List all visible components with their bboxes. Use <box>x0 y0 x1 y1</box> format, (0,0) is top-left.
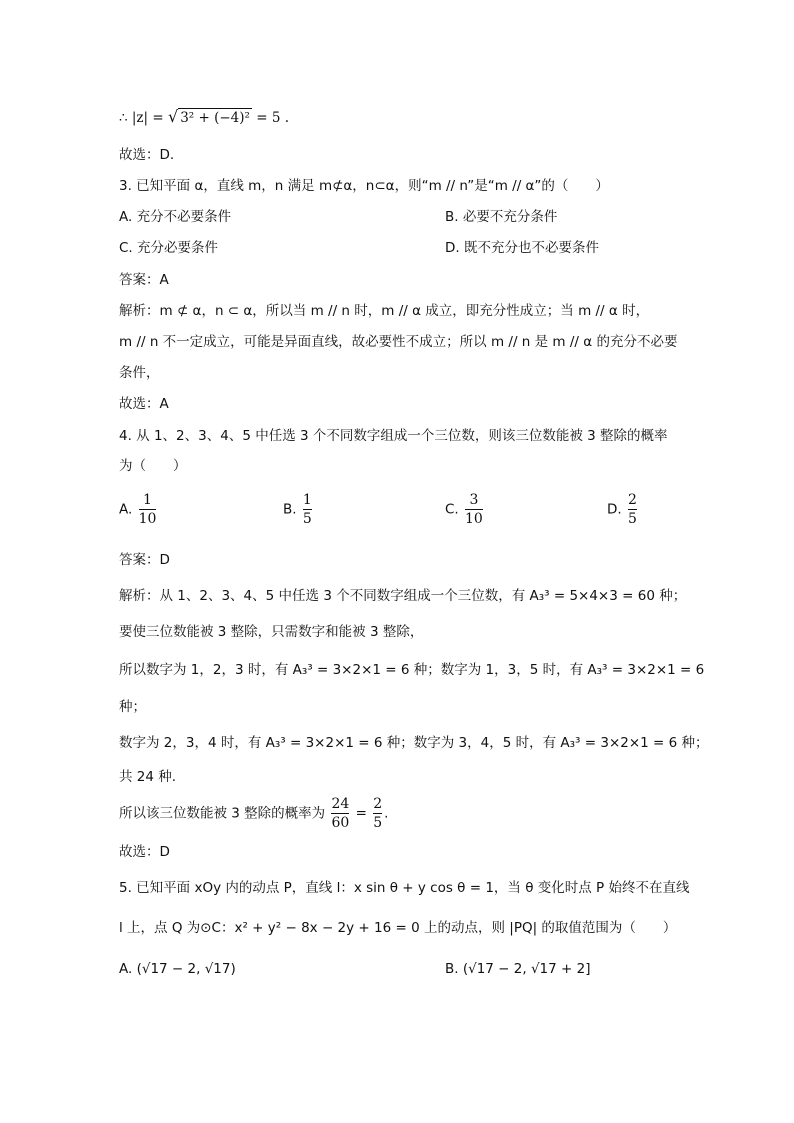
q4-explanation-line-3: 所以数字为 1，2，3 时，有 A₃³ = 3×2×1 = 6 种；数字为 1，3，5 时，有 A₃³ = 3×2×1 = 6 <box>119 662 705 678</box>
q4-option-c <box>445 492 485 527</box>
q3-explanation-line-1: 解析：m ⊄ α，n ⊂ α，所以当 m // n 时，m // α 成立，即充分性成立；当 m // α 时， <box>119 303 650 319</box>
q4-prob-numerator-2: 2 <box>373 796 383 812</box>
q4-prob-equals: = <box>351 805 372 822</box>
q4-answer: 答案：D <box>119 552 170 568</box>
q5-option-b: B. (√17 − 2, √17 + 2] <box>445 961 591 977</box>
q3-option-d: D. 既不充分也不必要条件 <box>445 240 599 256</box>
q4-b-numerator: 1 <box>302 492 312 508</box>
q3-answer: 答案：A <box>119 272 169 288</box>
q4-a-denominator: 10 <box>138 511 157 527</box>
q4-d-numerator: 2 <box>627 492 637 508</box>
q4-explanation-line-1: 解析：从 1、2、3、4、5 中任选 3 个不同数字组成一个三位数，有 A₃³ = 5×4×3 = 60 种； <box>119 588 687 604</box>
q4-explanation-line-5: 数字为 2，3，4 时，有 A₃³ = 3×2×1 = 6 种；数字为 3，4，5 时，有 A₃³ = 3×2×1 = 6 种； <box>119 735 709 751</box>
q4-option-d-label: D. <box>607 501 622 518</box>
q4-option-a-label: A. <box>119 501 133 518</box>
modulus-radicand: 3² + (−4)² <box>180 110 250 126</box>
q4-prob-denominator-1: 60 <box>331 815 350 831</box>
q4-stem-line-1: 4. 从 1、2、3、4、5 中任选 3 个不同数字组成一个三位数，则该三位数能被 3 整除的概率 <box>119 428 668 444</box>
modulus-prefix: ∴ |z| = <box>119 110 168 126</box>
q4-option-b-fraction <box>303 492 312 527</box>
q4-option-d-fraction <box>628 492 637 527</box>
q4-option-a-fraction <box>139 492 157 527</box>
q3-explanation-line-2: m // n 不一定成立，可能是异面直线，故必要性不成立；所以 m // n 是 m // α 的充分不必要 <box>119 334 678 350</box>
q4-prob-period: . <box>384 805 389 822</box>
q3-explanation-line-3: 条件， <box>119 365 160 381</box>
previous-answer-choice: 故选：D. <box>119 147 175 163</box>
q4-b-denominator: 5 <box>302 511 312 527</box>
q5-option-a: A. (√17 − 2, √17) <box>119 961 236 977</box>
q4-c-denominator: 10 <box>465 511 483 527</box>
q4-prob-denominator-2: 5 <box>373 815 383 831</box>
q4-option-b <box>283 492 314 527</box>
q4-option-c-label: C. <box>445 501 459 518</box>
modulus-result-line: ∴ |z| = √ 3² + (−4)² = 5 . <box>119 107 290 126</box>
q4-c-numerator: 3 <box>469 492 479 508</box>
q3-option-a: A. 充分不必要条件 <box>119 209 232 225</box>
q4-d-denominator: 5 <box>627 511 637 527</box>
q5-stem-line-2: l 上，点 Q 为⊙C：x² + y² − 8x − 2y + 16 = 0 上的动点，则 |PQ| 的取值范围为（ ） <box>119 920 677 936</box>
q5-stem-line-1: 5. 已知平面 xOy 内的动点 P，直线 l：x sin θ + y cos θ = 1，当 θ 变化时点 P 始终不在直线 <box>119 880 690 896</box>
q4-stem-line-2: 为（ ） <box>119 458 187 474</box>
q4-probability-fraction-2 <box>373 796 382 831</box>
q3-choice: 故选：A <box>119 396 169 412</box>
q4-option-b-label: B. <box>283 501 297 518</box>
q4-prob-numerator-1: 24 <box>331 796 350 812</box>
q4-option-c-fraction <box>465 492 483 527</box>
q4-a-numerator: 1 <box>143 492 152 508</box>
q4-option-d <box>607 492 639 527</box>
q3-option-c: C. 充分必要条件 <box>119 240 219 256</box>
q4-choice: 故选：D <box>119 844 170 860</box>
q4-probability-line <box>119 796 388 831</box>
q4-explanation-line-6: 共 24 种. <box>119 769 177 785</box>
q3-stem: 3. 已知平面 α，直线 m，n 满足 m⊄α，n⊂α，则“m // n”是“m // α”的（ ） <box>119 178 609 194</box>
q3-option-b: B. 必要不充分条件 <box>445 209 558 225</box>
modulus-suffix: = 5 . <box>251 110 290 126</box>
q4-explanation-line-4: 种； <box>119 699 146 715</box>
q4-option-a <box>119 492 158 527</box>
q4-explanation-line-2: 要使三位数能被 3 整除，只需数字和能被 3 整除， <box>119 624 424 640</box>
q4-probability-fraction-1 <box>331 796 349 831</box>
q4-probability-text: 所以该三位数能被 3 整除的概率为 <box>119 805 330 822</box>
